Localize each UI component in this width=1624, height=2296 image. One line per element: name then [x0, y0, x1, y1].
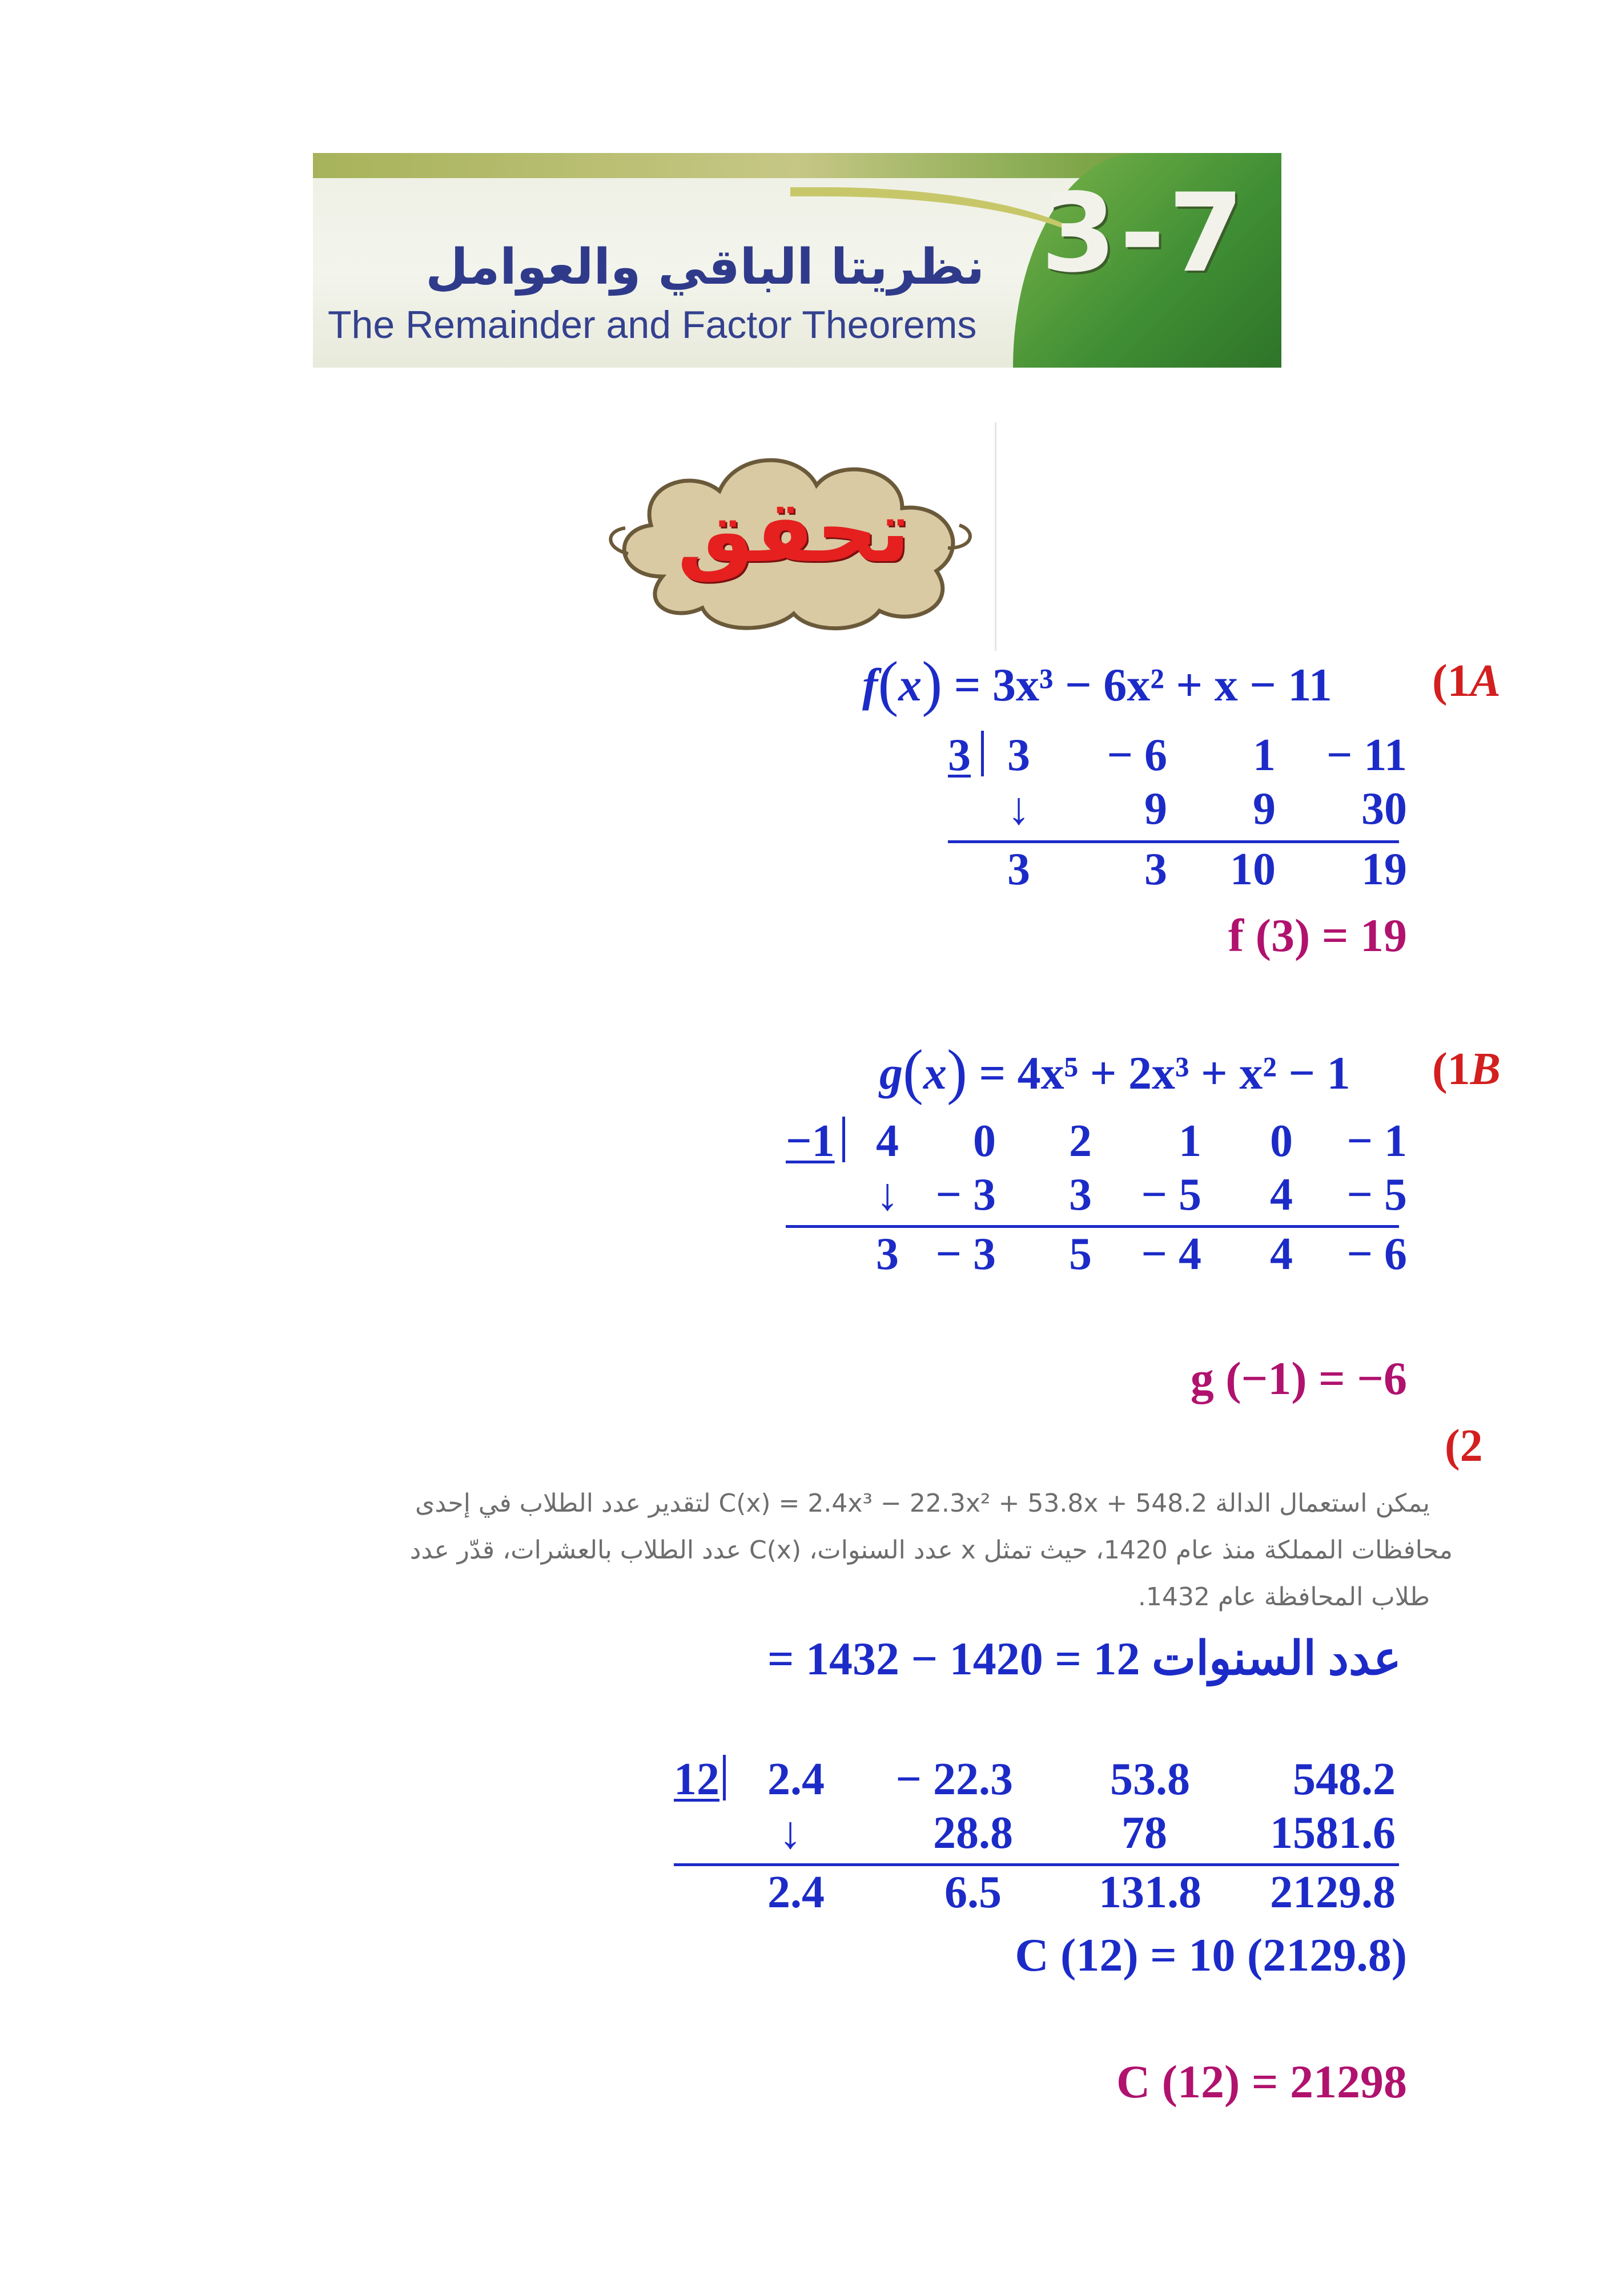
sum-cell: − 4 — [1141, 1229, 1201, 1279]
coef-cell: 53.8 — [1110, 1754, 1190, 1804]
coef-cell: 3 — [1007, 730, 1030, 780]
sum-line — [674, 1863, 1399, 1866]
lesson-title-arabic: نظريتا الباقي والعوامل — [425, 239, 984, 296]
product-cell: 1581.6 — [1270, 1808, 1396, 1858]
product-cell: 78 — [1121, 1808, 1167, 1858]
synthetic-divisor: −1 — [786, 1116, 835, 1166]
result-1A: f (3) = 19 — [1228, 909, 1407, 961]
sum-cell: 4 — [1270, 1229, 1293, 1279]
problem-text-line: محافظات المملكة منذ عام 1420، حيث تمثل x عدد السنوات، C(x) عدد الطلاب بالعشرات، قدّر عدد — [409, 1536, 1453, 1565]
check-badge-title: تحقق — [677, 482, 910, 582]
sum-cell: 6.5 — [944, 1867, 1002, 1918]
coef-cell: 4 — [876, 1116, 899, 1166]
product-cell: 28.8 — [933, 1808, 1013, 1858]
divider-line — [995, 422, 996, 651]
label-1B: (1B — [1432, 1044, 1501, 1094]
sum-line — [786, 1225, 1399, 1228]
sum-cell: 131.8 — [1099, 1867, 1201, 1918]
divisor-bar — [981, 731, 984, 776]
down-arrow-icon: ↓ — [876, 1170, 899, 1220]
product-cell: − 3 — [935, 1170, 996, 1220]
problem-text-line: يمكن استعمال الدالة C(x) = 2.4x³ − 22.3x² + 53.8x + 548.2 لتقدير عدد الطلاب في إحدى — [415, 1489, 1430, 1518]
remainder-cell: 19 — [1361, 844, 1407, 895]
sum-cell: 3 — [1144, 844, 1167, 895]
down-arrow-icon: ↓ — [779, 1808, 802, 1858]
coef-cell: 1 — [1253, 730, 1276, 780]
coef-cell: 548.2 — [1293, 1754, 1396, 1804]
coef-cell: − 22.3 — [895, 1754, 1013, 1804]
product-cell: 4 — [1270, 1170, 1293, 1220]
years-equation: عدد السنوات = 1432 − 1420 = 12 — [767, 1633, 1401, 1685]
sum-cell: 10 — [1230, 844, 1276, 895]
result-2: C (12) = 21298 — [1116, 2056, 1407, 2108]
divisor-bar — [842, 1117, 845, 1162]
coef-cell: 2.4 — [767, 1754, 825, 1804]
lesson-banner — [313, 153, 1281, 368]
product-cell: 30 — [1361, 784, 1407, 834]
product-cell: 9 — [1144, 784, 1167, 834]
lesson-number: 3-7 — [1040, 170, 1247, 296]
problem-text-line: طلاب المحافظة عام 1432. — [1137, 1582, 1430, 1612]
sum-cell: 2.4 — [767, 1867, 825, 1918]
product-cell: 3 — [1069, 1170, 1092, 1220]
coef-cell: 0 — [973, 1116, 996, 1166]
product-cell: − 5 — [1346, 1170, 1407, 1220]
f-definition: f(x) = 3x³ − 6x² + x − 11 — [862, 650, 1332, 718]
sum-cell: − 3 — [935, 1229, 996, 1279]
g-definition: g(x) = 4x⁵ + 2x³ + x² − 1 — [879, 1038, 1350, 1106]
label-1A: (1A — [1432, 656, 1501, 706]
sum-cell: 3 — [876, 1229, 899, 1279]
result-1B: g (−1) = −6 — [1190, 1352, 1407, 1404]
sum-cell: 5 — [1069, 1229, 1092, 1279]
remainder-cell: − 6 — [1346, 1229, 1407, 1279]
product-cell: 9 — [1253, 784, 1276, 834]
synthetic-divisor: 3 — [948, 730, 971, 780]
coef-cell: − 6 — [1107, 730, 1167, 780]
coef-cell: − 11 — [1326, 730, 1407, 780]
label-2: (2 — [1445, 1421, 1483, 1471]
sum-cell: 3 — [1007, 844, 1030, 895]
coef-cell: 2 — [1069, 1116, 1092, 1166]
remainder-cell: 2129.8 — [1270, 1867, 1396, 1918]
coef-cell: 0 — [1270, 1116, 1293, 1166]
coef-cell: − 1 — [1346, 1116, 1407, 1166]
down-arrow-icon: ↓ — [1007, 784, 1030, 834]
synthetic-divisor: 12 — [674, 1754, 719, 1804]
coef-cell: 1 — [1179, 1116, 1201, 1166]
sum-line — [948, 840, 1399, 843]
product-cell: − 5 — [1141, 1170, 1201, 1220]
divisor-bar — [723, 1755, 726, 1800]
lesson-title-english: The Remainder and Factor Theorems — [328, 303, 977, 347]
step-equation: C (12) = 10 (2129.8) — [1015, 1929, 1407, 1981]
